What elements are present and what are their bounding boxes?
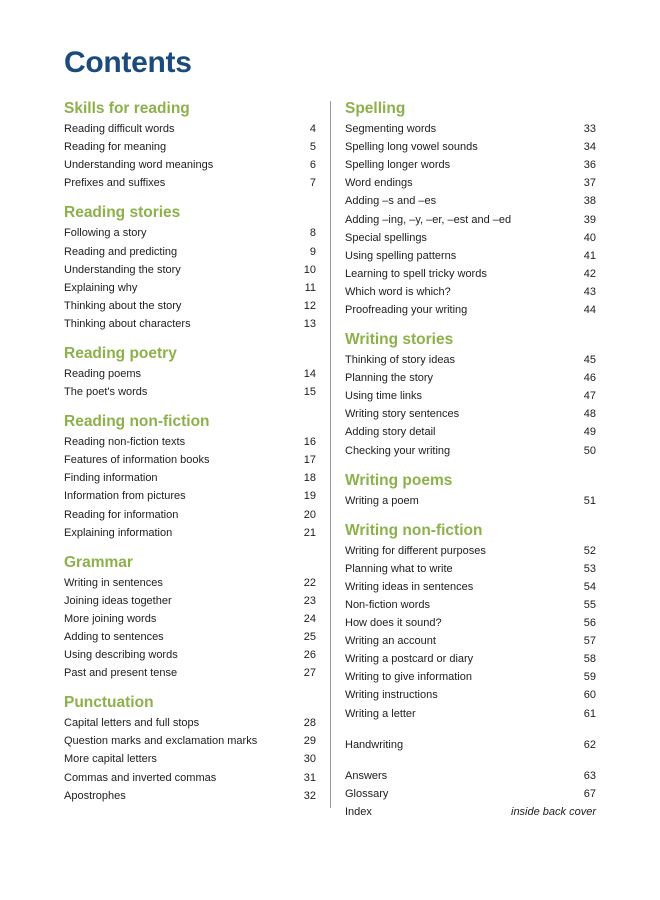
toc-entry-page: 37 xyxy=(583,177,596,190)
contents-right-column xyxy=(345,98,596,821)
toc-entry-label: Using spelling patterns xyxy=(345,249,457,262)
toc-entry[interactable] xyxy=(64,628,316,646)
toc-entry-page: 13 xyxy=(303,317,316,330)
toc-entry[interactable] xyxy=(64,506,316,524)
section-spacer xyxy=(345,510,596,520)
toc-entry-label: More joining words xyxy=(64,612,157,625)
toc-entry-label: Reading and predicting xyxy=(64,245,178,258)
toc-entry-page: 25 xyxy=(303,631,316,644)
toc-entry[interactable] xyxy=(345,423,596,441)
toc-entry-page: 62 xyxy=(583,738,596,751)
toc-entry[interactable] xyxy=(345,351,596,369)
toc-entry-label: Answers xyxy=(345,769,388,782)
toc-entry-page: 33 xyxy=(583,123,596,136)
toc-section xyxy=(64,343,316,401)
toc-entry[interactable] xyxy=(64,750,316,768)
toc-entry[interactable] xyxy=(345,301,596,319)
toc-entry-label: Glossary xyxy=(345,787,389,800)
toc-entry-label: Thinking of story ideas xyxy=(345,354,456,367)
toc-entry[interactable] xyxy=(64,174,316,192)
toc-entry-page: 19 xyxy=(303,490,316,503)
toc-entry-label: Reading poems xyxy=(64,367,142,380)
toc-entry[interactable] xyxy=(64,732,316,750)
toc-entry-label: Writing ideas in sentences xyxy=(345,580,474,593)
toc-entry-label: Capital letters and full stops xyxy=(64,717,200,730)
toc-entry-page: 40 xyxy=(583,231,596,244)
toc-entry[interactable] xyxy=(345,492,596,510)
toc-entry[interactable] xyxy=(345,560,596,578)
contents-left-column xyxy=(64,98,316,805)
toc-entry-page: 67 xyxy=(583,787,596,800)
toc-entry-page: 42 xyxy=(583,267,596,280)
toc-entry-page: 27 xyxy=(303,667,316,680)
toc-entry-page: 9 xyxy=(309,245,316,258)
toc-entry-page: 41 xyxy=(583,249,596,262)
section-heading: Spelling xyxy=(345,100,406,117)
toc-entry-page: 8 xyxy=(309,227,316,240)
toc-entry-page: 44 xyxy=(583,303,596,316)
toc-entry-label: Commas and inverted commas xyxy=(64,771,217,784)
toc-section xyxy=(64,692,316,804)
toc-entry[interactable] xyxy=(64,610,316,628)
toc-entry-label: Planning the story xyxy=(345,372,434,385)
toc-entry-label: Which word is which? xyxy=(345,285,451,298)
toc-entry-label: Writing instructions xyxy=(345,689,438,702)
toc-entry[interactable] xyxy=(64,524,316,542)
toc-entry[interactable] xyxy=(345,265,596,283)
toc-entry-page: 39 xyxy=(583,213,596,226)
toc-entry-label: Reading difficult words xyxy=(64,123,175,136)
toc-entry[interactable] xyxy=(345,156,596,174)
toc-entry-page: 7 xyxy=(309,177,316,190)
toc-entry-label: Explaining information xyxy=(64,526,173,539)
section-spacer xyxy=(345,319,596,329)
toc-entry-page: 53 xyxy=(583,562,596,575)
toc-entry-label: Adding story detail xyxy=(345,426,436,439)
column-divider xyxy=(330,101,331,808)
toc-entry[interactable] xyxy=(345,632,596,650)
toc-entry-page: 11 xyxy=(304,281,316,294)
toc-entry-label: Thinking about characters xyxy=(64,317,191,330)
toc-entry-label: Features of information books xyxy=(64,454,210,467)
toc-section xyxy=(345,520,596,723)
toc-entry-label: Reading for information xyxy=(64,508,179,521)
section-heading: Punctuation xyxy=(64,694,154,712)
toc-entry-page: 17 xyxy=(303,454,316,467)
toc-section xyxy=(64,552,316,683)
section-spacer xyxy=(345,460,596,470)
toc-entry[interactable] xyxy=(64,242,316,260)
toc-entry-label: Prefixes and suffixes xyxy=(64,177,166,190)
section-heading: Grammar xyxy=(64,553,133,571)
toc-entry[interactable] xyxy=(345,387,596,405)
toc-entry-page: 45 xyxy=(583,354,596,367)
section-heading: Writing poems xyxy=(345,471,453,489)
toc-entry-page: 59 xyxy=(583,671,596,684)
toc-entry-page: 56 xyxy=(583,617,596,630)
toc-entry[interactable] xyxy=(345,736,596,754)
toc-entry[interactable] xyxy=(64,224,316,242)
toc-entry[interactable] xyxy=(345,120,596,138)
toc-entry[interactable] xyxy=(64,574,316,592)
toc-section xyxy=(345,329,596,460)
toc-entry-label: Thinking about the story xyxy=(64,299,182,312)
toc-entry[interactable] xyxy=(345,405,596,423)
toc-entry[interactable] xyxy=(64,664,316,682)
toc-entry-label: Learning to spell tricky words xyxy=(345,267,487,280)
section-spacer xyxy=(64,542,316,552)
toc-entry-label: Spelling longer words xyxy=(345,159,451,172)
toc-entry-label: Index xyxy=(345,805,372,818)
section-spacer xyxy=(64,682,316,692)
section-spacer xyxy=(345,754,596,767)
toc-entry-label: Writing for different purposes xyxy=(345,544,486,557)
toc-section xyxy=(64,98,316,192)
toc-entry-page: 31 xyxy=(303,771,316,784)
toc-entry[interactable] xyxy=(64,138,316,156)
toc-entry-page: 50 xyxy=(583,444,596,457)
toc-entry-label: Understanding the story xyxy=(64,263,181,276)
toc-entry-page: 49 xyxy=(583,426,596,439)
toc-entry[interactable] xyxy=(345,614,596,632)
toc-entry-label: Finding information xyxy=(64,472,158,485)
toc-entry[interactable] xyxy=(345,283,596,301)
toc-entry[interactable] xyxy=(64,383,316,401)
section-spacer xyxy=(345,723,596,736)
toc-section xyxy=(64,202,316,333)
toc-entry-page: 4 xyxy=(309,123,316,136)
toc-entry-label: Writing to give information xyxy=(345,671,472,684)
toc-entry-page: 48 xyxy=(583,408,596,421)
toc-entry[interactable] xyxy=(345,650,596,668)
toc-entry-page: 23 xyxy=(303,594,316,607)
toc-entry[interactable] xyxy=(345,369,596,387)
toc-entry[interactable] xyxy=(345,247,596,265)
toc-entry[interactable] xyxy=(345,192,596,210)
toc-entry-label: Spelling long vowel sounds xyxy=(345,141,478,154)
toc-entry[interactable] xyxy=(64,787,316,805)
section-heading: Writing stories xyxy=(345,331,454,349)
toc-entry-page: 28 xyxy=(303,717,316,730)
toc-entry-label: Adding to sentences xyxy=(64,631,164,644)
section-heading: Reading stories xyxy=(64,204,181,222)
toc-entry-label: Segmenting words xyxy=(345,123,437,136)
section-heading: Skills for reading xyxy=(64,100,190,117)
toc-entry[interactable] xyxy=(64,769,316,787)
toc-entry-label: Non-fiction words xyxy=(345,599,430,612)
toc-entry[interactable] xyxy=(64,714,316,732)
toc-entry[interactable] xyxy=(345,705,596,723)
toc-entry-label: Apostrophes xyxy=(64,789,126,802)
toc-entry-page: 22 xyxy=(303,576,316,589)
toc-entry-label: Special spellings xyxy=(345,231,427,244)
toc-entry-page: 34 xyxy=(583,141,596,154)
toc-entry[interactable] xyxy=(345,803,596,821)
toc-entry-label: Word endings xyxy=(345,177,413,190)
toc-entry-label: Question marks and exclamation marks xyxy=(64,735,258,748)
section-spacer xyxy=(64,192,316,202)
toc-entry[interactable] xyxy=(345,138,596,156)
toc-entry-label: Writing a postcard or diary xyxy=(345,653,474,666)
toc-entry[interactable] xyxy=(345,229,596,247)
toc-entry[interactable] xyxy=(345,686,596,704)
toc-entry-label: Writing in sentences xyxy=(64,576,163,589)
toc-entry[interactable] xyxy=(345,210,596,228)
toc-section xyxy=(64,411,316,542)
section-spacer xyxy=(64,401,316,411)
toc-entry-page: inside back cover xyxy=(511,805,596,818)
toc-entry-page: 29 xyxy=(303,735,316,748)
section-spacer xyxy=(64,333,316,343)
toc-entry-page: 46 xyxy=(583,372,596,385)
toc-entry-page: 18 xyxy=(303,472,316,485)
toc-entry[interactable] xyxy=(345,596,596,614)
toc-entry-page: 52 xyxy=(583,544,596,557)
toc-entry-page: 5 xyxy=(309,141,316,154)
toc-entry-label: Writing a poem xyxy=(345,494,419,507)
toc-entry[interactable] xyxy=(64,120,316,138)
toc-entry-page: 10 xyxy=(303,263,316,276)
toc-entry-page: 51 xyxy=(583,494,596,507)
toc-entry-label: Handwriting xyxy=(345,738,404,751)
toc-entry[interactable] xyxy=(345,578,596,596)
toc-entry-label: Writing story sentences xyxy=(345,408,460,421)
toc-entry-label: Using describing words xyxy=(64,649,178,662)
toc-entry-label: Planning what to write xyxy=(345,562,453,575)
toc-entry-page: 21 xyxy=(303,526,316,539)
toc-section xyxy=(345,98,596,319)
toc-entry-label: Adding –ing, –y, –er, –est and –ed xyxy=(345,213,512,226)
toc-entry[interactable] xyxy=(64,365,316,383)
toc-entry[interactable] xyxy=(64,261,316,279)
section-heading: Reading non-fiction xyxy=(64,413,210,431)
toc-entry-label: Using time links xyxy=(345,390,423,403)
toc-section xyxy=(345,470,596,510)
toc-entry[interactable] xyxy=(64,433,316,451)
toc-entry-label: Past and present tense xyxy=(64,667,178,680)
toc-entry-label: How does it sound? xyxy=(345,617,442,630)
toc-entry-label: Writing a letter xyxy=(345,707,416,720)
toc-entry-label: Following a story xyxy=(64,227,147,240)
toc-entry-page: 47 xyxy=(583,390,596,403)
toc-entry-page: 60 xyxy=(583,689,596,702)
toc-entry-label: More capital letters xyxy=(64,753,157,766)
toc-entry[interactable] xyxy=(345,785,596,803)
toc-entry[interactable] xyxy=(64,487,316,505)
toc-entry-label: The poet's words xyxy=(64,386,148,399)
toc-entry-page: 54 xyxy=(583,580,596,593)
toc-entry-page: 43 xyxy=(583,285,596,298)
toc-entry-page: 38 xyxy=(583,195,596,208)
toc-entry-page: 57 xyxy=(583,635,596,648)
toc-entry-page: 14 xyxy=(303,367,316,380)
toc-entry[interactable] xyxy=(345,767,596,785)
toc-entry-page: 20 xyxy=(303,508,316,521)
toc-entry[interactable] xyxy=(345,442,596,460)
toc-entry-page: 12 xyxy=(303,299,316,312)
toc-entry-page: 24 xyxy=(303,612,316,625)
toc-entry-label: Reading for meaning xyxy=(64,141,167,154)
section-heading: Reading poetry xyxy=(64,344,177,362)
toc-entry[interactable] xyxy=(64,592,316,610)
toc-entry-label: Reading non-fiction texts xyxy=(64,436,186,449)
toc-entry-page: 58 xyxy=(583,653,596,666)
toc-entry[interactable] xyxy=(345,542,596,560)
toc-entry-page: 16 xyxy=(303,436,316,449)
toc-entry-label: Proofreading your writing xyxy=(345,303,468,316)
toc-entry[interactable] xyxy=(64,469,316,487)
toc-entry[interactable] xyxy=(64,646,316,664)
toc-entry-label: Adding –s and –es xyxy=(345,195,437,208)
section-heading: Writing non-fiction xyxy=(345,521,483,539)
toc-entry[interactable] xyxy=(345,668,596,686)
toc-entry-page: 55 xyxy=(583,599,596,612)
toc-entry-label: Information from pictures xyxy=(64,490,186,503)
toc-entry[interactable] xyxy=(64,279,316,297)
toc-entry-page: 15 xyxy=(303,386,316,399)
toc-entry[interactable] xyxy=(345,174,596,192)
toc-entry-label: Writing an account xyxy=(345,635,436,648)
toc-entry-label: Explaining why xyxy=(64,281,138,294)
page-title: Contents xyxy=(64,46,192,79)
toc-entry-page: 61 xyxy=(583,707,596,720)
toc-entry-label: Joining ideas together xyxy=(64,594,172,607)
toc-entry-page: 63 xyxy=(583,769,596,782)
toc-entry[interactable] xyxy=(64,451,316,469)
toc-entry[interactable] xyxy=(64,297,316,315)
toc-entry-page: 26 xyxy=(303,649,316,662)
toc-entry[interactable] xyxy=(64,315,316,333)
toc-entry-page: 6 xyxy=(309,159,316,172)
toc-entry-label: Understanding word meanings xyxy=(64,159,214,172)
toc-entry[interactable] xyxy=(64,156,316,174)
toc-entry-page: 32 xyxy=(303,789,316,802)
toc-entry-page: 30 xyxy=(303,753,316,766)
toc-entry-label: Checking your writing xyxy=(345,444,451,457)
toc-entry-page: 36 xyxy=(583,159,596,172)
